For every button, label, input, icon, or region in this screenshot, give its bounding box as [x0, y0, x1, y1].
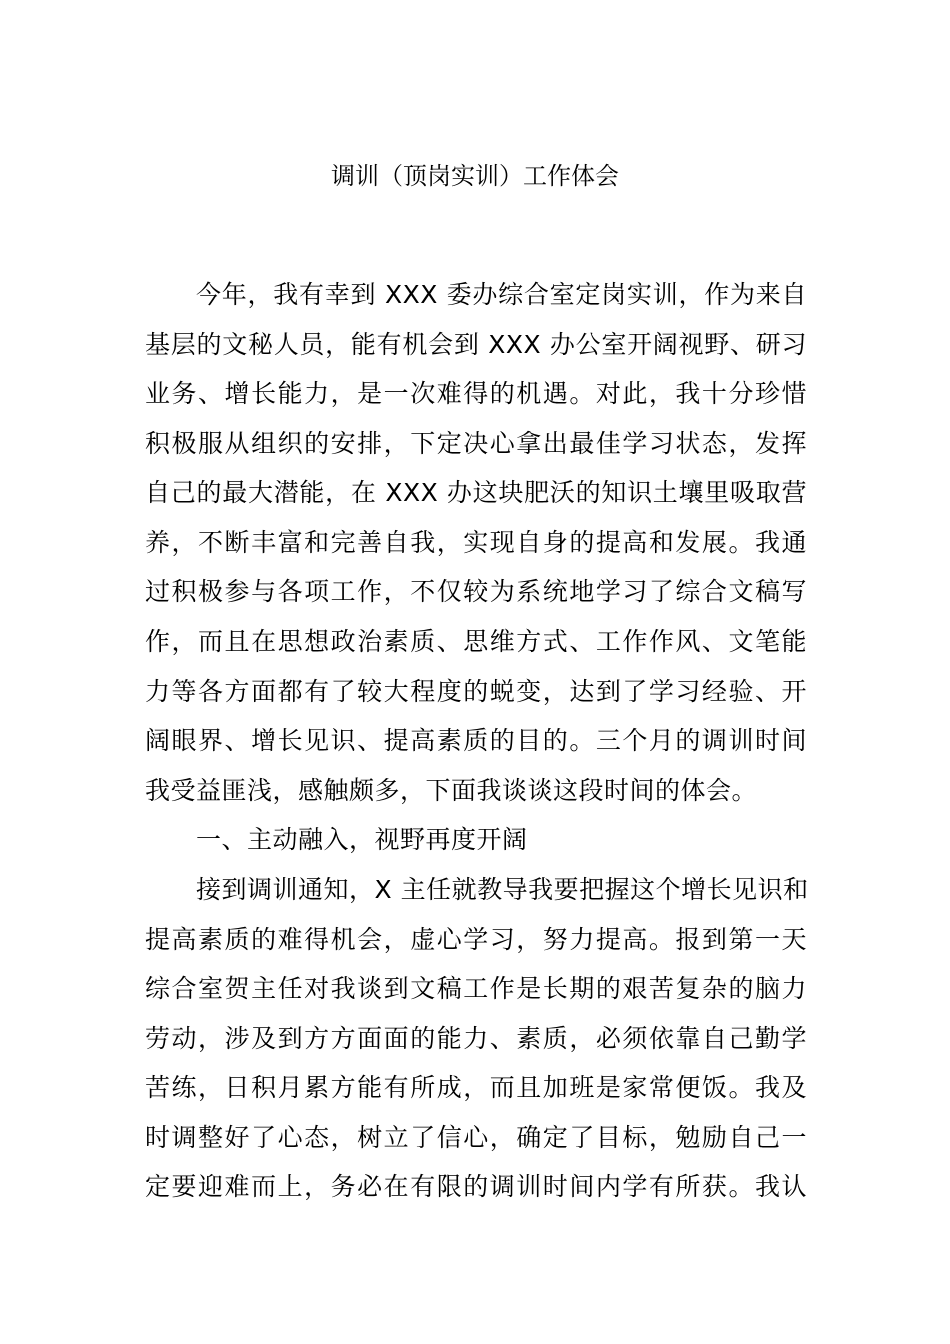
paragraph-line: 积极服从组织的安排，下定决心拿出最佳学习状态，发挥	[145, 429, 807, 458]
paragraph-line: 养，不断丰富和完善自我，实现自身的提高和发展。我通	[145, 528, 807, 557]
paragraph-line: 接到调训通知，X 主任就教导我要把握这个增长见识和	[196, 875, 809, 904]
paragraph-line: 综合室贺主任对我谈到文稿工作是长期的艰苦复杂的脑力	[145, 974, 807, 1003]
paragraph-line: 作，而且在思想政治素质、思维方式、工作作风、文笔能	[145, 627, 807, 656]
paragraph-line: 今年，我有幸到 XXX 委办综合室定岗实训，作为来自	[196, 280, 807, 309]
paragraph-line: 劳动，涉及到方方面面的能力、素质，必须依靠自己勤学	[145, 1024, 807, 1053]
paragraph-line: 苦练，日积月累方能有所成，而且加班是家常便饭。我及	[145, 1073, 807, 1102]
paragraph-line: 提高素质的难得机会，虚心学习，努力提高。报到第一天	[145, 925, 807, 954]
document-title: 调训（顶岗实训）工作体会	[331, 162, 619, 190]
paragraph-line: 定要迎难而上，务必在有限的调训时间内学有所获。我认	[145, 1172, 807, 1201]
paragraph-line: 基层的文秘人员，能有机会到 XXX 办公室开阔视野、研习	[145, 330, 807, 359]
section-heading: 一、主动融入，视野再度开阔	[196, 825, 528, 854]
paragraph-line: 时调整好了心态，树立了信心，确定了目标，勉励自己一	[145, 1123, 807, 1152]
paragraph-line: 我受益匪浅，感触颇多，下面我谈谈这段时间的体会。	[145, 776, 758, 805]
paragraph-line: 过积极参与各项工作，不仅较为系统地学习了综合文稿写	[145, 577, 807, 606]
paragraph-line: 力等各方面都有了较大程度的蜕变，达到了学习经验、开	[145, 677, 807, 706]
paragraph-line: 阔眼界、增长见识、提高素质的目的。三个月的调训时间	[145, 726, 807, 755]
paragraph-line: 业务、增长能力，是一次难得的机遇。对此，我十分珍惜	[145, 379, 807, 408]
paragraph-line: 自己的最大潜能，在 XXX 办这块肥沃的知识土壤里吸取营	[145, 478, 807, 507]
